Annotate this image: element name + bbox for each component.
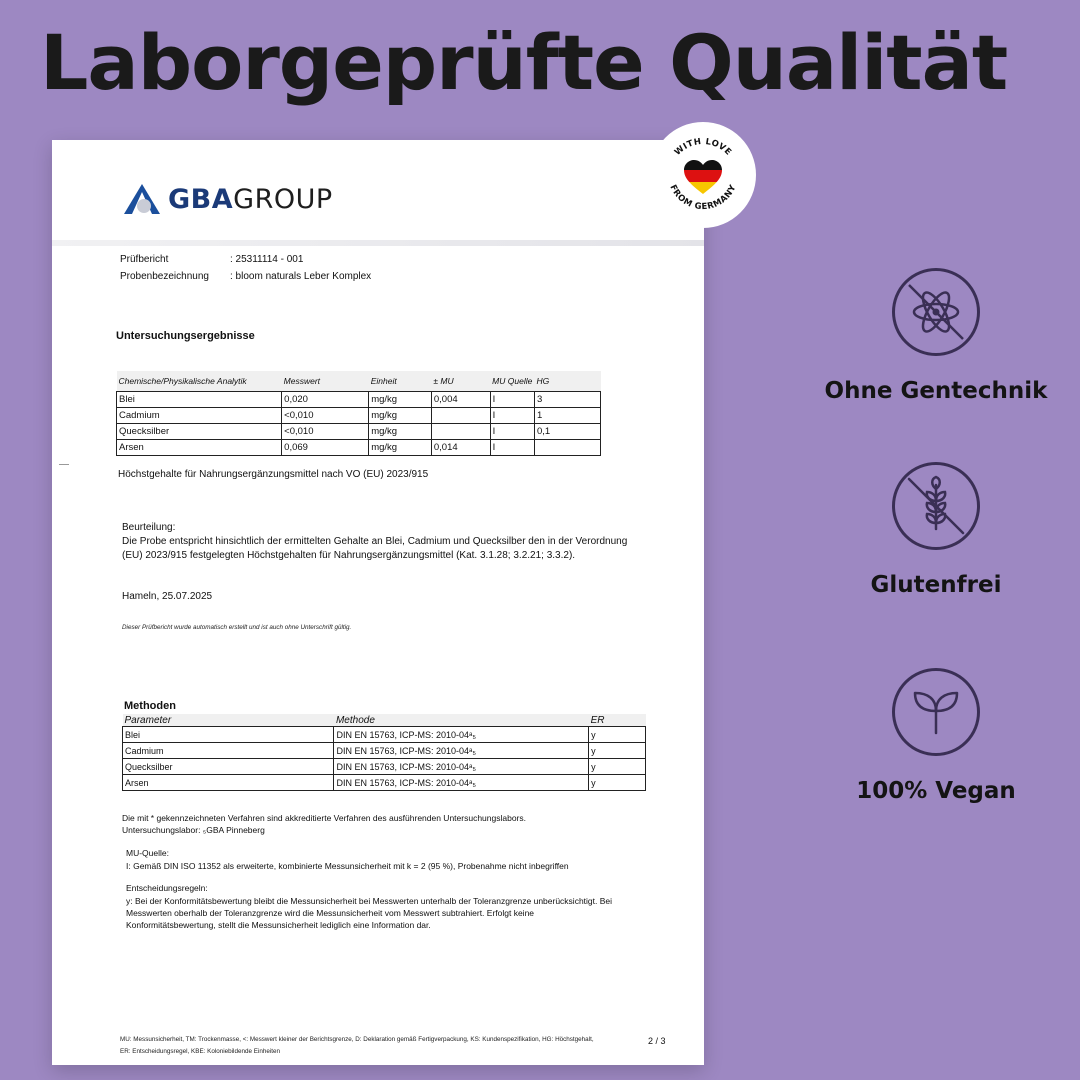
feature-glutenfrei: [821, 462, 1051, 598]
methods-row: [123, 775, 646, 791]
results-row: [117, 392, 601, 408]
report-label: Prüfbericht: [120, 254, 169, 265]
margin-mark: [59, 464, 69, 465]
results-cell: I: [490, 392, 534, 408]
results-cell: Quecksilber: [117, 424, 282, 440]
methods-cell: Blei: [123, 727, 334, 743]
results-title: Untersuchungsergebnisse: [116, 330, 255, 342]
methods-row: [123, 743, 646, 759]
results-cell: I: [490, 440, 534, 456]
place-date: Hameln, 25.07.2025: [122, 591, 213, 602]
feature-100-vegan: [821, 668, 1051, 804]
mu-source-line: I: Gemäß DIN ISO 11352 als erweiterte, kombinierte Messunsicherheit mit k = 2 (95 %), Probenahme nicht inbegriffen: [126, 861, 569, 871]
sample-value: : bloom naturals Leber Komplex: [230, 271, 372, 282]
decision-label: Entscheidungsregeln:: [126, 883, 208, 893]
hg-note: Höchstgehalte für Nahrungsergänzungsmittel nach VO (EU) 2023/915: [118, 469, 429, 480]
results-cell: <0,010: [282, 424, 369, 440]
methods-cell: Arsen: [123, 775, 334, 791]
methods-cell: y: [589, 775, 646, 791]
badge-top-text: WITH LOVE: [672, 136, 734, 158]
methods-cell: Quecksilber: [123, 759, 334, 775]
results-cell: mg/kg: [369, 392, 432, 408]
feature-ohne-gentechnik: [821, 268, 1051, 404]
auto-generated-note: Dieser Prüfbericht wurde automatisch erstellt und ist auch ohne Unterschrift gültig.: [122, 624, 352, 631]
sample-label: Probenbezeichnung: [120, 271, 209, 282]
mu-source-label: MU-Quelle:: [126, 848, 169, 858]
methods-header-cell: ER: [589, 714, 646, 727]
decision-line-1: y: Bei der Konformitätsbewertung bleibt die Messunsicherheit bei Messwerten unterhalb der Toleranzgrenze unberücksichtigt. Bei: [126, 896, 613, 906]
methods-cell: DIN EN 15763, ICP-MS: 2010-04ᵃ₅: [334, 759, 589, 775]
results-cell: 0,004: [431, 392, 490, 408]
footer-line-2: ER: Entscheidungsregel, KBE: Koloniebildende Einheiten: [120, 1048, 280, 1055]
gba-group-logo: [122, 182, 333, 216]
feature-label: 100% Vegan: [856, 778, 1016, 804]
report-value: : 25311114 - 001: [230, 254, 304, 265]
results-row: [117, 424, 601, 440]
badge-bottom-text: FROM GERMANY: [667, 183, 739, 213]
leaf-sprout-icon: [892, 668, 980, 756]
assessment-line-2: (EU) 2023/915 festgelegten Höchstgehalten für Nahrungsergänzungsmittel (Kat. 3.1.28; 3.2.21; 3.3.2).: [122, 550, 576, 561]
results-cell: [431, 408, 490, 424]
methods-table: [122, 714, 646, 791]
decision-line-3: Konformitätsbewertung, stellt die Messunsicherheit lediglich eine Information dar.: [126, 920, 431, 930]
atom-crossed-icon: [892, 268, 980, 356]
results-cell: I: [490, 408, 534, 424]
lab-report-document: [52, 140, 704, 1065]
results-cell: mg/kg: [369, 440, 432, 456]
feature-label: Glutenfrei: [870, 572, 1002, 598]
german-flag-heart-icon: [680, 158, 726, 196]
results-cell: mg/kg: [369, 424, 432, 440]
gba-group-wordmark: GBAGROUP: [168, 183, 333, 215]
footer-line-1: MU: Messunsicherheit, TM: Trockenmasse, <: Messwert kleiner der Berichtsgrenze, D: Deklaration gemäß Fertigverpackung, KS: Kundenspezifikation, HG: Höchstgehalt,: [120, 1036, 594, 1043]
methods-cell: Cadmium: [123, 743, 334, 759]
methods-row: [123, 759, 646, 775]
methods-header-cell: Parameter: [123, 714, 334, 727]
results-header-cell: MU Quelle: [490, 371, 534, 392]
methods-cell: DIN EN 15763, ICP-MS: 2010-04ᵃ₅: [334, 743, 589, 759]
methods-cell: y: [589, 743, 646, 759]
results-cell: mg/kg: [369, 408, 432, 424]
results-cell: [535, 440, 601, 456]
feature-label: Ohne Gentechnik: [824, 378, 1048, 404]
results-table: [116, 371, 601, 456]
results-cell: I: [490, 424, 534, 440]
results-cell: 0,014: [431, 440, 490, 456]
made-in-germany-badge: [650, 122, 756, 228]
svg-text:WITH LOVE: [673, 137, 733, 158]
wheat-crossed-icon: [892, 462, 980, 550]
results-row: [117, 408, 601, 424]
decision-line-2: Messwerten oberhalb der Toleranzgrenze wird die Messunsicherheit vom Messwert subtrahiert. Erfolgt keine: [126, 908, 535, 918]
results-header-cell: Messwert: [282, 371, 369, 392]
results-cell: [431, 424, 490, 440]
methods-row: [123, 727, 646, 743]
assessment-line-1: Die Probe entspricht hinsichtlich der ermittelten Gehalte an Blei, Cadmium und Quecksilber den in der Verordnung: [122, 536, 628, 547]
results-header-cell: ± MU: [431, 371, 490, 392]
accredited-note: Die mit * gekennzeichneten Verfahren sind akkreditierte Verfahren des ausführenden Untersuchungslabors.: [122, 813, 526, 823]
lab-line: Untersuchungslabor: ₅GBA Pinneberg: [122, 825, 265, 835]
page-number: 2 / 3: [648, 1036, 666, 1046]
methods-cell: y: [589, 759, 646, 775]
methods-cell: DIN EN 15763, ICP-MS: 2010-04ᵃ₅: [334, 775, 589, 791]
results-header-cell: Einheit: [369, 371, 432, 392]
results-row: [117, 440, 601, 456]
header-divider: [52, 240, 704, 246]
results-cell: 3: [535, 392, 601, 408]
results-cell: Blei: [117, 392, 282, 408]
headline: Laborgeprüfte Qualität: [40, 18, 1008, 107]
methods-title: Methoden: [124, 700, 176, 712]
results-cell: Cadmium: [117, 408, 282, 424]
methods-cell: DIN EN 15763, ICP-MS: 2010-04ᵃ₅: [334, 727, 589, 743]
gba-logo-icon: [122, 182, 162, 216]
results-header-cell: Chemische/Physikalische Analytik: [117, 371, 282, 392]
assessment-label: Beurteilung:: [122, 522, 176, 533]
methods-cell: y: [589, 727, 646, 743]
results-cell: Arsen: [117, 440, 282, 456]
results-header-cell: HG: [535, 371, 601, 392]
badge-graphic: [650, 122, 756, 228]
results-cell: 1: [535, 408, 601, 424]
methods-header-cell: Methode: [334, 714, 589, 727]
results-cell: <0,010: [282, 408, 369, 424]
results-cell: 0,020: [282, 392, 369, 408]
results-cell: 0,1: [535, 424, 601, 440]
results-cell: 0,069: [282, 440, 369, 456]
